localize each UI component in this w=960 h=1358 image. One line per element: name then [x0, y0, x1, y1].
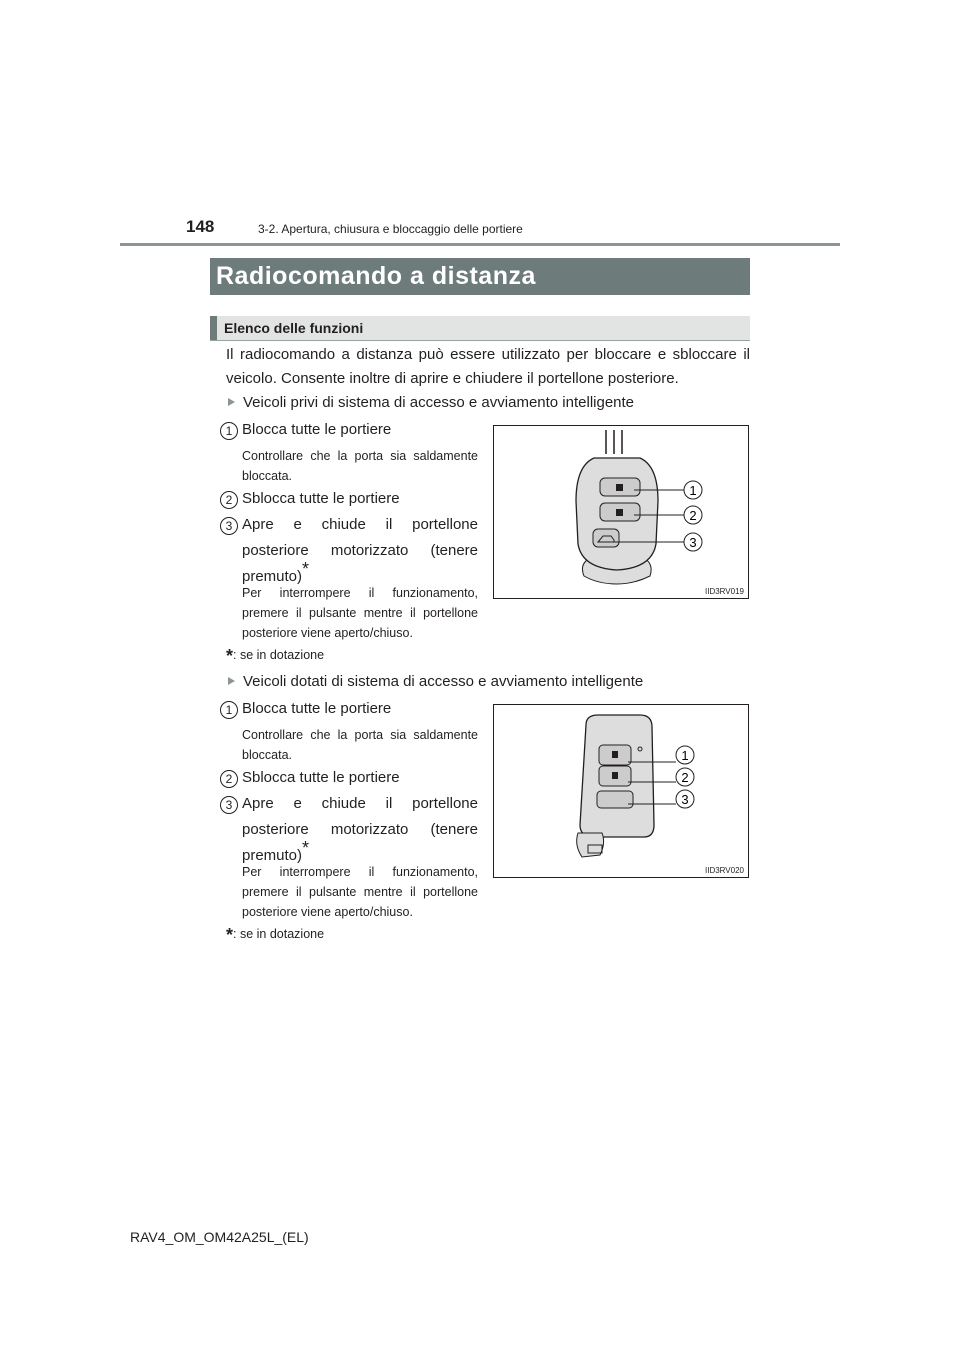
item-label: Blocca tutte le portiere [242, 700, 392, 717]
callout-2: 2 [681, 770, 689, 785]
callout-2: 2 [689, 508, 697, 523]
callout-1: 1 [689, 483, 697, 498]
item-label-text: Apre e chiude il portellone posteriore motorizzato (tenere premuto) [242, 795, 478, 864]
item-label-text: Apre e chiude il portellone posteriore motorizzato (tenere premuto) [242, 516, 478, 585]
asterisk: * [302, 838, 310, 858]
item-number: 2 [220, 491, 238, 509]
subtitle-text: Elenco delle funzioni [224, 320, 364, 336]
triangle-bullet-icon [228, 677, 235, 685]
subtitle [210, 316, 750, 341]
figure-id: IID3RV020 [705, 866, 744, 875]
footnote-mark: * [226, 925, 234, 945]
callout-1: 1 [681, 748, 689, 763]
bullet-heading [226, 673, 643, 690]
item-note: Per interrompere il funzionamento, premere il pulsante mentre il portellone posteriore viene aperto/chiuso. [242, 586, 478, 640]
page-title: Radiocomando a distanza [210, 258, 750, 295]
remote-key-illustration [494, 426, 748, 598]
page-number: 148 [186, 217, 215, 236]
footnote-text: : se in dotazione [233, 648, 325, 662]
callout-3: 3 [681, 792, 689, 807]
footnote [226, 646, 324, 667]
figure-key-remote [493, 425, 749, 599]
figure-id: IID3RV019 [705, 587, 744, 596]
item-label [242, 791, 478, 869]
bullet-text: Veicoli dotati di sistema di accesso e avviamento intelligente [243, 673, 644, 690]
header-rule [120, 243, 840, 246]
smart-key-illustration [494, 705, 748, 877]
intro-paragraph: Il radiocomando a distanza può essere utilizzato per bloccare e sbloccare il veicolo. Consente inoltre di aprire e chiudere il portellone posteriore. [226, 346, 750, 387]
item-label: Blocca tutte le portiere [242, 421, 392, 438]
callout-3: 3 [689, 535, 697, 550]
figure-smart-key [493, 704, 749, 878]
item-number: 1 [220, 701, 238, 719]
section-header: 3-2. Apertura, chiusura e bloccaggio delle portiere [258, 222, 523, 236]
bullet-heading [226, 394, 634, 411]
item-note: Per interrompere il funzionamento, premere il pulsante mentre il portellone posteriore viene aperto/chiuso. [242, 865, 478, 919]
document-footer: RAV4_OM_OM42A25L_(EL) [130, 1229, 309, 1245]
bullet-text: Veicoli privi di sistema di accesso e avviamento intelligente [243, 394, 635, 411]
footnote-text: : se in dotazione [233, 927, 325, 941]
item-number: 1 [220, 422, 238, 440]
triangle-bullet-icon [228, 398, 235, 406]
item-number: 3 [220, 796, 238, 814]
item-label: Sblocca tutte le portiere [242, 490, 400, 507]
item-label [242, 512, 478, 590]
item-number: 2 [220, 770, 238, 788]
footnote [226, 925, 324, 946]
footnote-mark: * [226, 646, 234, 666]
item-note: Controllare che la porta sia saldamente bloccata. [242, 728, 478, 762]
item-label: Sblocca tutte le portiere [242, 769, 400, 786]
item-note: Controllare che la porta sia saldamente bloccata. [242, 449, 478, 483]
asterisk: * [302, 559, 310, 579]
item-number: 3 [220, 517, 238, 535]
